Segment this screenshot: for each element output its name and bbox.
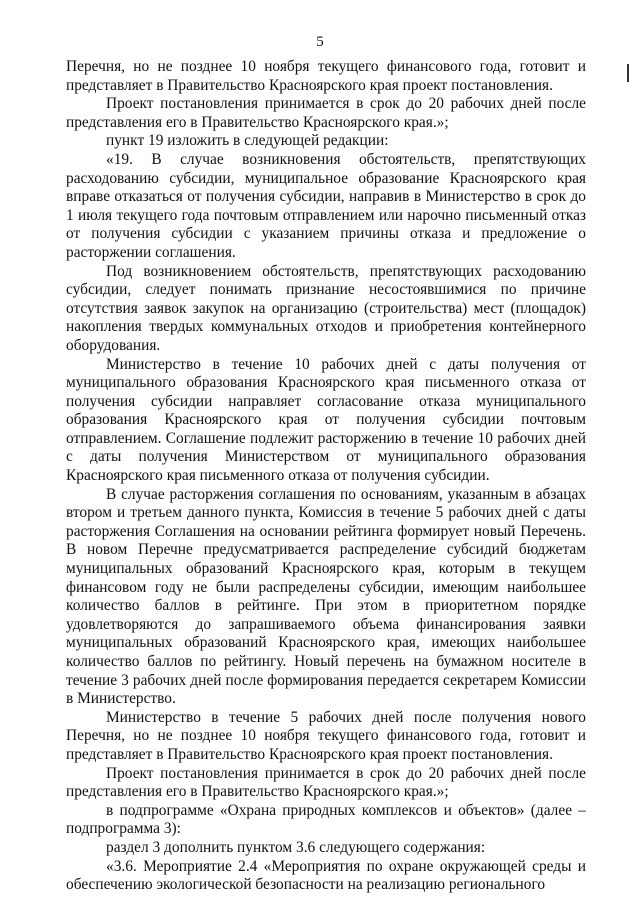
paragraph: «19. В случае возникновения обстоятельств, препятствующих расходованию субсидии, муниципальное образование Красноярского края вправе отказаться от получения субсидии, направив в Министерство в срок до 1 июля текущего года почтовым отправлением или нарочно письменный отказ от получения субсидии с указанием причины отказа и предложение о расторжении соглашения. [66,150,586,261]
paragraph: «3.6. Мероприятие 2.4 «Мероприятия по охране окружающей среды и обеспечению экологической безопасности на реализацию регионального [66,857,586,894]
paragraph: В случае расторжения соглашения по основаниям, указанным в абзацах втором и третьем данного пункта, Комиссия в течение 5 рабочих дней с даты расторжения Соглашения на основании рейтинга формирует новый Перечень. В новом Перечне предусматривается распределение субсидий бюджетам муниципальных образований Красноярского края, которым в текущем финансовом году не были распределены субсидии, имеющим наибольшее количество баллов в рейтинге. При этом в приоритетном порядке удовлетворяются до запрашиваемого объема финансирования заявки муниципальных образований Красноярского края, имеющих наибольшее количество баллов по рейтингу. Новый перечень на бумажном носителе в течение 3 рабочих дней после формирования передается секретарем Комиссии в Министерство. [66,485,586,708]
document-body [66,58,586,895]
paragraph: Под возникновением обстоятельств, препятствующих расходованию субсидии, следует понимать признание несостоявшимися по причине отсутствия заявок закупок на организацию (строительства) мест (площадок) накопления твердых коммунальных отходов и приобретения контейнерного оборудования. [66,262,586,354]
paragraph: в подпрограмме «Охрана природных комплексов и объектов» (далее – подпрограмма 3): [66,801,586,838]
paragraph: Перечня, но не позднее 10 ноября текущего финансового года, готовит и представляет в Правительство Красноярского края проект постановления. [66,58,586,94]
scan-edge-mark [627,64,629,82]
paragraph: Проект постановления принимается в срок до 20 рабочих дней после представления его в Правительство Красноярского края.»; [66,95,586,131]
paragraph: Министерство в течение 10 рабочих дней с даты получения от муниципального образования Красноярского края письменного отказа от получения субсидии направляет согласование отказа муниципального образования Красноярского края от получения субсидии почтовым отправлением. Соглашение подлежит расторжению в течение 10 рабочих дней с даты получения Министерством от муниципального образования Красноярского края письменного отказа от получения субсидии. [66,355,586,485]
paragraph: раздел 3 дополнить пунктом 3.6 следующего содержания: [106,838,486,856]
paragraph: пункт 19 изложить в следующей редакции: [106,132,389,150]
paragraph: Министерство в течение 5 рабочих дней после получения нового Перечня, но не позднее 10 ноября текущего финансового года, готовит и представляет в Правительство Красноярского края проект постановления. [66,708,586,763]
page-number: 5 [316,34,324,50]
paragraph: Проект постановления принимается в срок до 20 рабочих дней после представления его в Правительство Красноярского края.»; [66,764,586,801]
